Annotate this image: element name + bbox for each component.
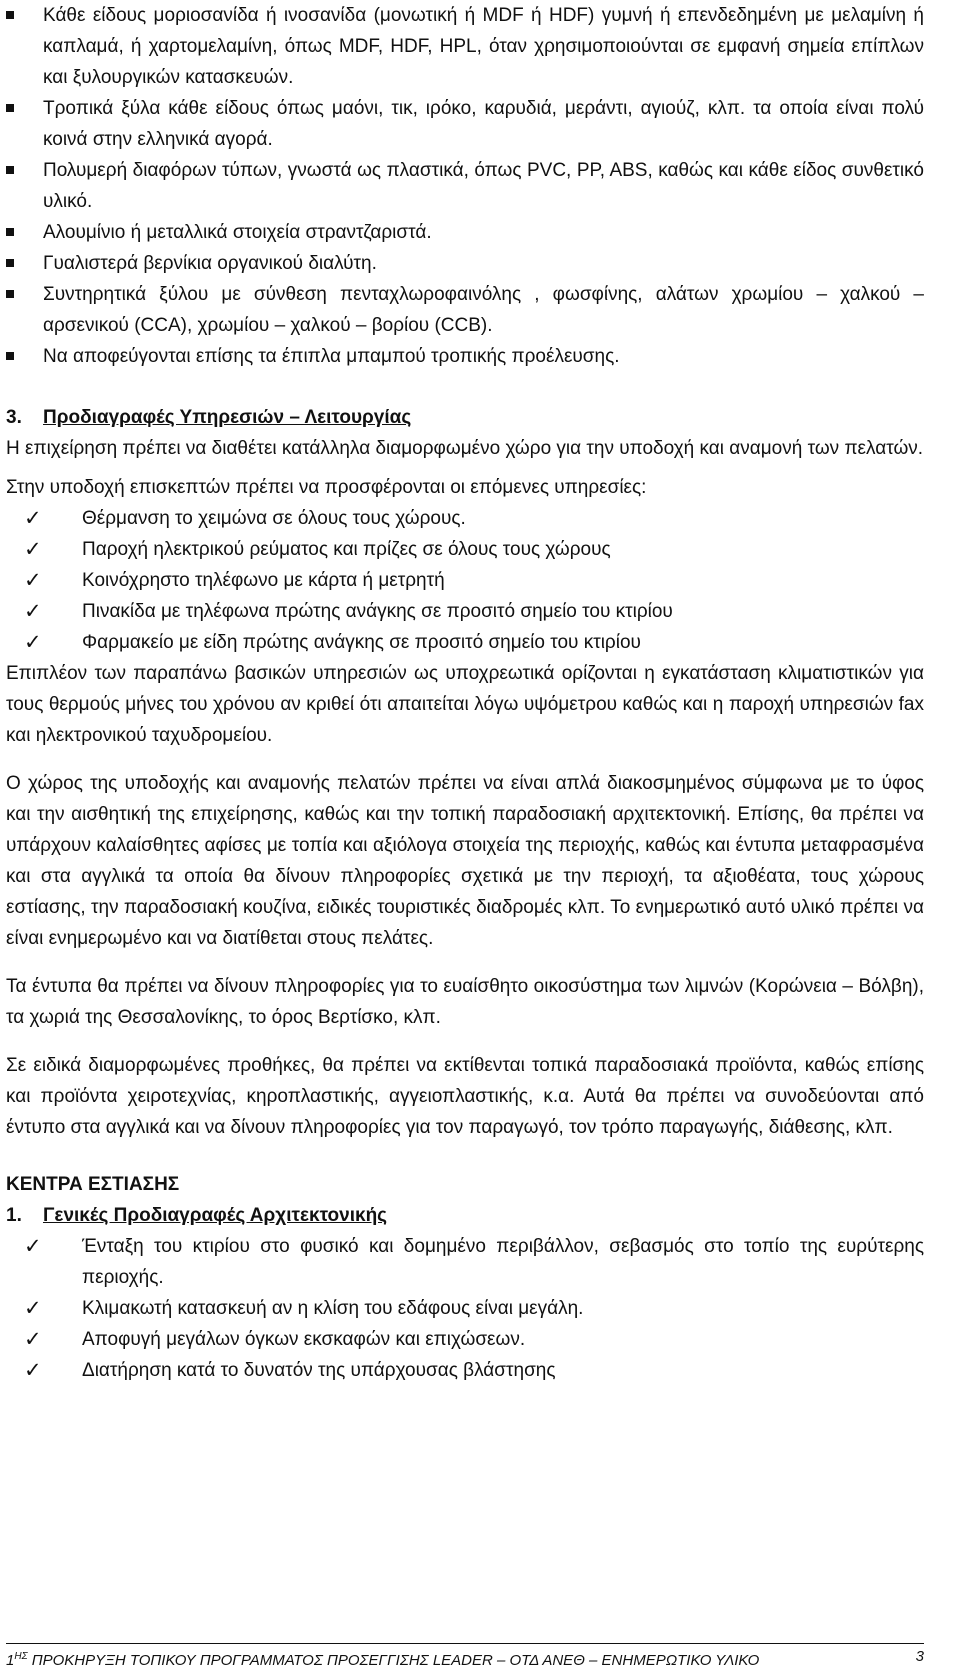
architecture-subheading: 1. Γενικές Προδιαγραφές Αρχιτεκτονικής [6, 1205, 388, 1226]
list-item: Τροπικά ξύλα κάθε είδους όπως μαόνι, τικ, ιρόκο, καρυδιά, μεράντι, αγιούζ, κλπ. τα οποία είναι πολύ κοινά στην ελληνικά αγορά. [6, 93, 924, 155]
showcases-paragraph: Σε ειδικά διαμορφωμένες προθήκες, θα πρέπει να εκτίθενται τοπικά παραδοσιακά προϊόντα, καθώς επίσης και προϊόντα χειροτεχνίας, κηροπλαστικής, αγγειοπλαστικής, κ.α. Αυτά θα πρέπει να συνοδεύονται από έντυπο στα αγγλικά και να δίνουν πληροφορίες για τον παραγωγό, τον τρόπο παραγωγής, διάθεσης, κλπ. [6, 1055, 924, 1138]
square-bullet-icon [6, 259, 14, 267]
list-item: ✓ Θέρμανση το χειμώνα σε όλους τους χώρους. [6, 503, 924, 534]
section-3-intro: Η επιχείρηση πρέπει να διαθέτει κατάλληλα διαμορφωμένο χώρο για την υποδοχή και αναμονή των πελατών. [6, 438, 924, 459]
materials-bullet-list [6, 0, 924, 372]
list-item: Αλουμίνιο ή μεταλλικά στοιχεία στραντζαριστά. [6, 217, 924, 248]
list-item: Κάθε είδους μοριοσανίδα ή ινοσανίδα (μονωτική ή MDF ή HDF) γυμνή ή επενδεδημένη με μελαμίνη ή καπλαμά, ή χαρτομελαμίνη, όπως MDF, HDF, HPL, όταν χρησιμοποιούνται σε εμφανή σημεία επίπλων και ξυλουργικών κατασκευών. [6, 0, 924, 93]
square-bullet-icon [6, 228, 14, 236]
list-item: Γυαλιστερά βερνίκια οργανικού διαλύτη. [6, 248, 924, 279]
checkmark-icon: ✓ [24, 1234, 42, 1258]
list-item: Πολυμερή διαφόρων τύπων, γνωστά ως πλαστικά, όπως PVC, PP, ABS, καθώς και κάθε είδος συνθετικό υλικό. [6, 155, 924, 217]
checkmark-icon: ✓ [24, 506, 42, 530]
page-content [6, 0, 924, 1386]
square-bullet-icon [6, 11, 14, 19]
square-bullet-icon [6, 290, 14, 298]
list-item: ✓ Ένταξη του κτιρίου στο φυσικό και δομημένο περιβάλλον, σεβασμός στο τοπίο της ευρύτερης περιοχής. [6, 1231, 924, 1293]
dining-heading: ΚΕΝΤΡΑ ΕΣΤΙΑΣΗΣ [6, 1174, 180, 1195]
checkmark-icon: ✓ [24, 1327, 42, 1351]
extra-services-paragraph: Επιπλέον των παραπάνω βασικών υπηρεσιών ως υποχρεωτικά ορίζονται η εγκατάσταση κλιματιστικών για τους θερμούς μήνες του χρόνου αν κριθεί ότι απαιτείται λόγω υψόμετρου καθώς και η παροχή υπηρεσιών fax και ηλεκτρονικού ταχυδρομείου. [6, 663, 924, 746]
list-item: ✓ Διατήρηση κατά το δυνατόν της υπάρχουσας βλάστησης [6, 1355, 924, 1386]
list-item: ✓ Φαρμακείο με είδη πρώτης ανάγκης σε προσιτό σημείο του κτιρίου [6, 627, 924, 658]
checkmark-icon: ✓ [24, 630, 42, 654]
square-bullet-icon [6, 352, 14, 360]
list-item: Να αποφεύγονται επίσης τα έπιπλα μπαμπού τροπικής προέλευσης. [6, 341, 924, 372]
checkmark-icon: ✓ [24, 537, 42, 561]
checkmark-icon: ✓ [24, 599, 42, 623]
list-item: ✓ Αποφυγή μεγάλων όγκων εκσκαφών και επιχώσεων. [6, 1324, 924, 1355]
list-item: Συντηρητικά ξύλου με σύνθεση πενταχλωροφαινόλης , φωσφίνης, αλάτων χρωμίου – χαλκού – αρσενικού (CCA), χρωμίου – χαλκού – βορίου (CCB). [6, 279, 924, 341]
list-item: ✓ Κλιμακωτή κατασκευή αν η κλίση του εδάφους είναι μεγάλη. [6, 1293, 924, 1324]
list-item: ✓ Πινακίδα με τηλέφωνα πρώτης ανάγκης σε προσιτό σημείο του κτιρίου [6, 596, 924, 627]
leaflets-paragraph: Τα έντυπα θα πρέπει να δίνουν πληροφορίες για το ευαίσθητο οικοσύστημα των λιμνών (Κορώνεια – Βόλβη), τα χωριά της Θεσσαλονίκης, το όρος Βερτίσκο, κλπ. [6, 976, 924, 1028]
page-number: 3 [915, 1648, 924, 1665]
section-3-heading: 3. Προδιαγραφές Υπηρεσιών – Λειτουργίας [6, 407, 412, 428]
reception-space-paragraph: Ο χώρος της υποδοχής και αναμονής πελατών πρέπει να είναι απλά διακοσμημένος σύμφωνα με το ύφος και την αισθητική της επιχείρησης, καθώς και την τοπική παραδοσιακή αρχιτεκτονική. Επίσης, θα πρέπει να υπάρχουν καλαίσθητες αφίσες με τοπία και αξιόλογα στοιχεία της περιοχής, καθώς και έντυπα μεταφρασμένα και στα αγγλικά τα οποία θα δίνουν πληροφορίες σχετικά με την περιοχή, τα αξιοθέατα, τους χώρους εστίασης, την παραδοσιακή κουζίνα, ειδικές τουριστικές διαδρομές κλπ. Το ενημερωτικό αυτό υλικό πρέπει να είναι ενημερωμένο και να διατίθεται στους πελάτες. [6, 773, 924, 949]
list-item: ✓ Κοινόχρηστο τηλέφωνο με κάρτα ή μετρητή [6, 565, 924, 596]
services-intro: Στην υποδοχή επισκεπτών πρέπει να προσφέρονται οι επόμενες υπηρεσίες: [6, 477, 647, 498]
architecture-check-list [6, 1231, 924, 1386]
checkmark-icon: ✓ [24, 568, 42, 592]
checkmark-icon: ✓ [24, 1358, 42, 1382]
square-bullet-icon [6, 166, 14, 174]
page-footer [6, 1643, 924, 1671]
services-check-list [6, 503, 924, 658]
checkmark-icon: ✓ [24, 1296, 42, 1320]
footer-title: $1^{H\Sigma}$ ΠΡΟΚΗΡΥΞΗ ΤΟΠΙΚΟΥ ΠΡΟΓΡΑΜΜΑΤΟΣ ΠΡΟΣΕΓΓΙΣΗΣ LEADER – ΟΤΔ ΑΝΕΘ – ΕΝΗΜΕΡΩΤΙΚΟ ΥΛΙΚΟ [6, 1651, 760, 1669]
square-bullet-icon [6, 104, 14, 112]
list-item: ✓ Παροχή ηλεκτρικού ρεύματος και πρίζες σε όλους τους χώρους [6, 534, 924, 565]
